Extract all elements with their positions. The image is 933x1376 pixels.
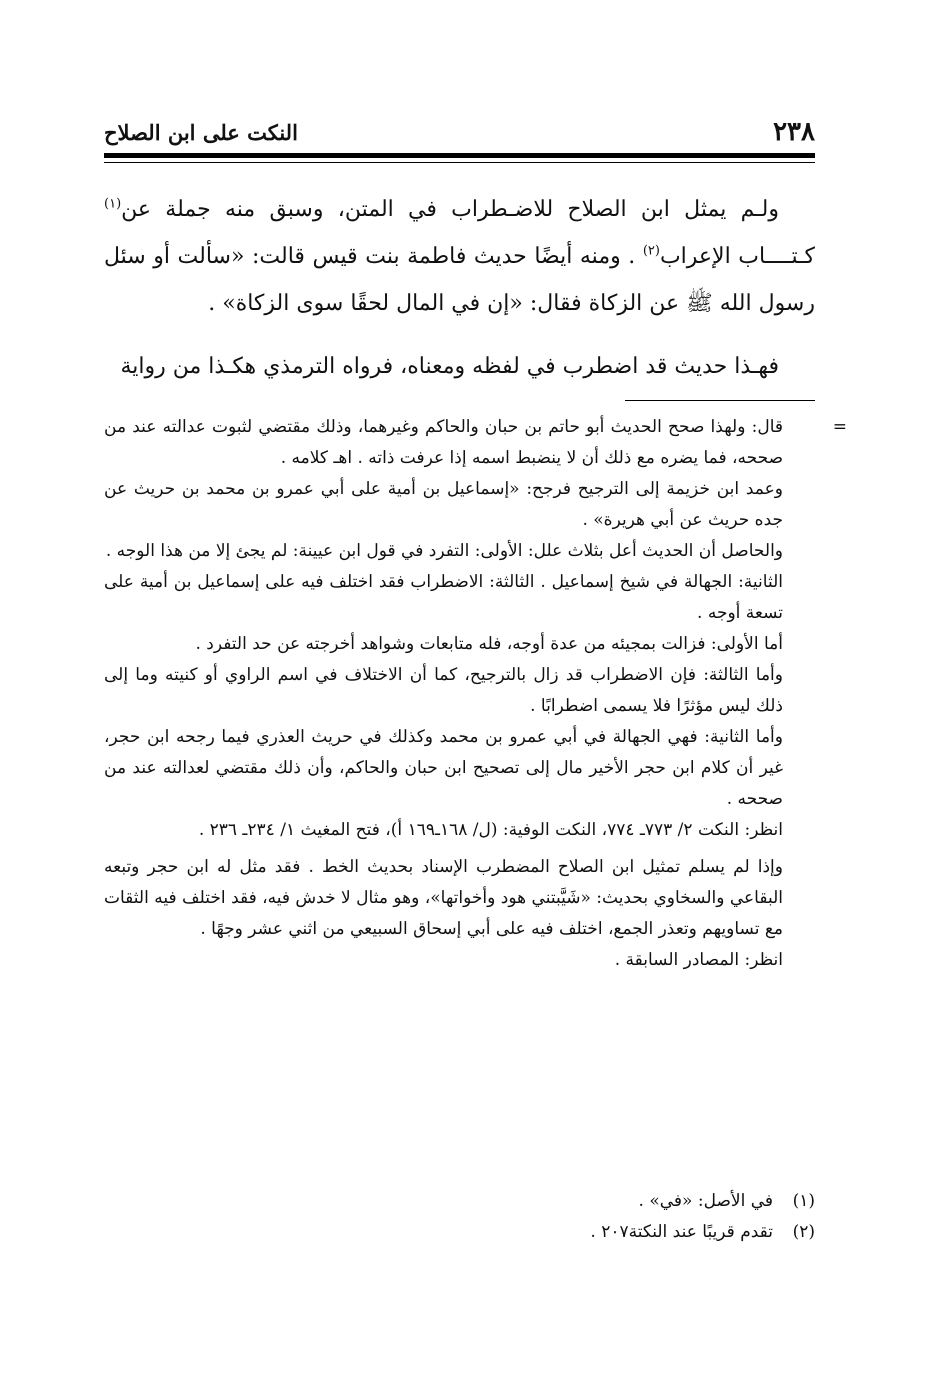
note-paragraph: انظر: المصادر السابقة . (614, 950, 783, 970)
main-text (104, 186, 815, 390)
para1-text-c: . ومنه أيضًا حديث فاطمة بنت قيس قالت: «سألت أو سئل رسول الله ﷺ عن الزكاة فقال: «إن في المال لحقًا سوى الزكاة» . (104, 244, 815, 316)
note-paragraph: وأما الثالثة: فإن الاضطراب قد زال بالترجيح، كما أن الاختلاف في اسم الراوي أو كنيته وما إلى ذلك ليس مؤثرًا فلا يسمى اضطرابًا . (104, 665, 783, 716)
footnote-ref-1[interactable]: (١) (104, 196, 122, 212)
header-rule-thick (104, 153, 815, 158)
footnote-1-text: في الأصل: «في» . (638, 1191, 773, 1211)
footnote-ref-2[interactable]: (٢) (642, 243, 660, 259)
page-header (104, 112, 815, 152)
main-paragraph-2: فهـذا حديث قد اضطرب في لفظه ومعناه، فرواه الترمذي هكـذا من رواية (120, 354, 779, 379)
footnote-2-text: تقدم قريبًا عند النكتة٢٠٧ . (590, 1222, 773, 1242)
running-title: النكت على ابن الصلاح (104, 119, 298, 145)
page-number: ٢٣٨ (773, 117, 815, 147)
note-paragraph: وإذا لم يسلم تمثيل ابن الصلاح المضطرب الإسناد بحديث الخط . فقد مثل له ابن حجر وتبعه البقاعي والسخاوي بحديث: «شَيَّبتني هود وأخواتها»، وهو مثال لا خدش فيه، فقد اختلف فيه الثقات مع تساويهم وتعذر الجمع، اختلف فيه على أبي إسحاق السبيعي من اثني عشر وجهًا . (104, 857, 783, 939)
footnote-separator (625, 400, 815, 401)
note-paragraph: انظر: النكت ٢/ ٧٧٣ـ ٧٧٤، النكت الوفية: (ل/ ١٦٨ـ١٦٩ أ)، فتح المغيث ١/ ٢٣٤ـ ٢٣٦ . (198, 820, 783, 840)
footnote-1-number: (١) (792, 1191, 815, 1211)
continued-footnote (104, 412, 847, 976)
footnote-2-number: (٢) (792, 1222, 815, 1242)
note-paragraph: وعمد ابن خزيمة إلى الترجيح فرجح: «إسماعيل بن أمية على أبي عمرو بن محمد بن حريث عن جده حريث عن أبي هريرة» . (104, 479, 783, 530)
note-text-1: قال: ولهذا صحح الحديث أبو حاتم بن حبان والحاكم وغيرهما، وذلك مقتضي لثبوت عدالته عند من صححه، فما يضره مع ذلك أن لا ينضبط اسمه إذا عرفت ذاته . اهـ كلامه . (104, 417, 783, 468)
footnote-1 (104, 1186, 815, 1217)
main-paragraph-1 (104, 186, 815, 327)
note-paragraph: الثانية: الجهالة في شيخ إسماعيل . الثالثة: الاضطراب فقد اختلف فيه على إسماعيل بن أمية على تسعة أوجه . (104, 572, 783, 623)
continuation-mark: = (832, 417, 847, 437)
header-rule-thin (104, 162, 815, 163)
para1-text-b: كـتــــاب الإعراب (659, 244, 815, 269)
note-paragraph: أما الأولى: فزالت بمجيئه من عدة أوجه، فله متابعات وشواهد أخرجته عن حد التفرد . (195, 634, 783, 654)
note-paragraph (104, 412, 847, 474)
note-paragraph: وأما الثانية: فهي الجهالة في أبي عمرو بن محمد وكذلك في حريث العذري فيما رجحه ابن حجر، غير أن كلام ابن حجر الأخير مال إلى تصحيح ابن حبان والحاكم، وأن ذلك مقتضي لعدالته عند من صححه . (104, 727, 783, 809)
para1-text: ولـم يمثل ابن الصلاح للاضـطراب في المتن، وسبق منه جملة عن (121, 197, 779, 222)
footnote-2 (104, 1217, 815, 1248)
note-paragraph: والحاصل أن الحديث أعل بثلاث علل: الأولى: التفرد في قول ابن عيينة: لم يجئ إلا من هذا الوجه . (105, 541, 783, 561)
footnotes (104, 1186, 815, 1248)
